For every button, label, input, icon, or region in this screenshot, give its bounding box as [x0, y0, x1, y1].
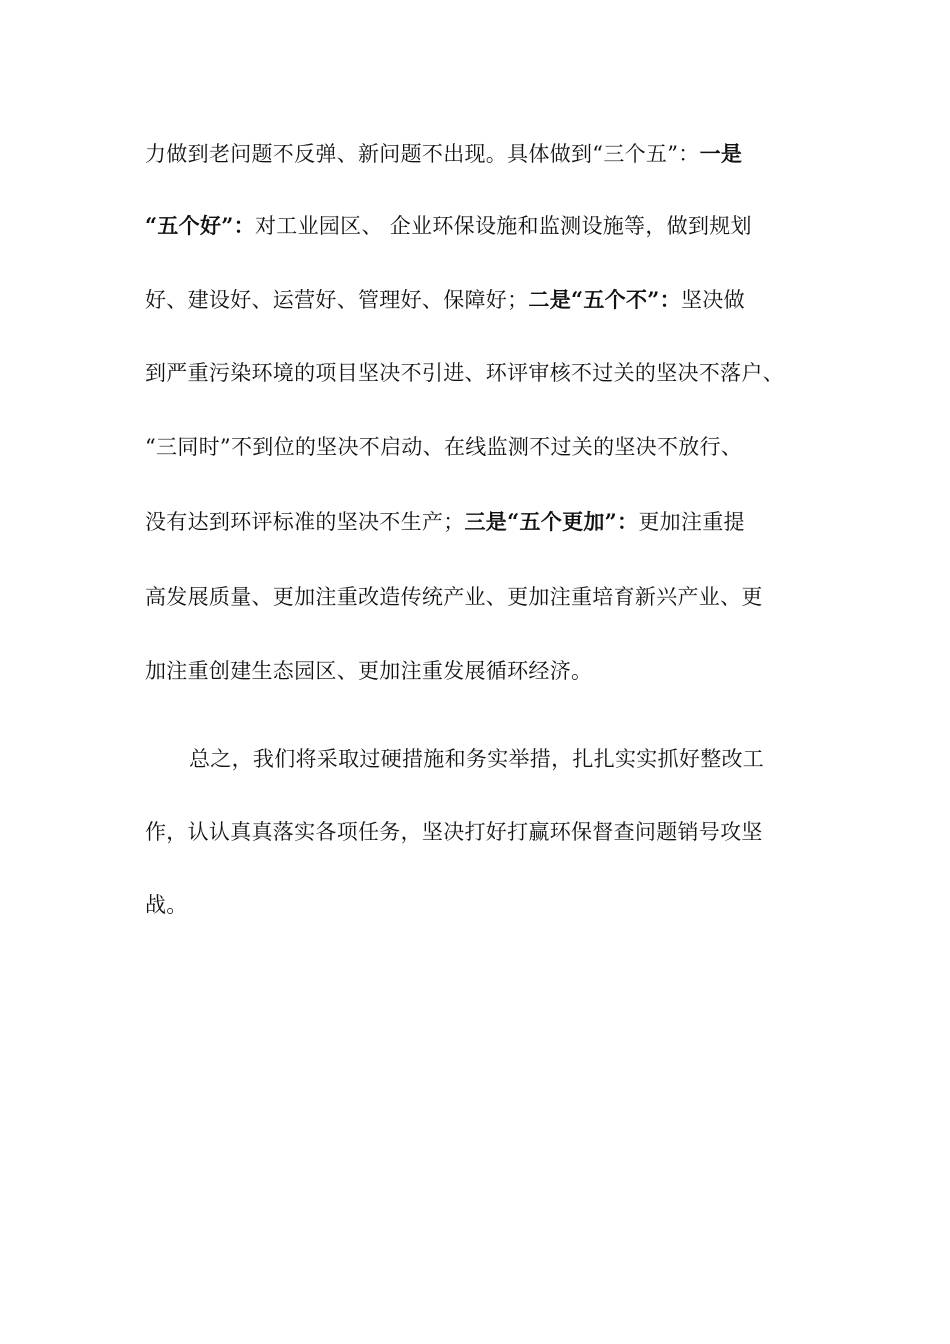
bold-text-segment: “五个好”：: [145, 213, 255, 238]
bold-text-segment: 二是“五个不”：: [528, 287, 681, 312]
text-segment: 更加注重提: [638, 510, 745, 534]
text-line: 战。: [145, 893, 188, 917]
text-line: [145, 211, 825, 241]
text-line: 加注重创建生态园区、更加注重发展循环经济。: [145, 659, 593, 683]
text-line: 作，认认真真落实各项任务，坚决打好打赢环保督查问题销号攻坚: [145, 820, 763, 844]
text-line: [145, 139, 825, 169]
text-line: 到严重污染环境的项目坚决不引进、环评审核不过关的坚决不落户、: [145, 361, 784, 385]
text-line: 总之，我们将采取过硬措施和务实举措，扎扎实实抓好整改工: [189, 747, 765, 771]
text-segment: 力做到老问题不反弹、新问题不出现。具体做到“三个五”：: [145, 142, 700, 166]
text-segment: 坚决做: [680, 288, 745, 312]
text-line: “三同时”不到位的坚决不启动、在线监测不过关的坚决不放行、: [145, 435, 743, 459]
text-segment: 对工业园区、 企业环保设施和监测设施等，做到规划: [254, 214, 752, 238]
text-line: 高发展质量、更加注重改造传统产业、更加注重培育新兴产业、更: [145, 585, 763, 609]
text-segment: 没有达到环评标准的坚决不生产；: [145, 510, 465, 534]
bold-text-segment: 一是: [699, 141, 743, 166]
text-line: [145, 507, 825, 537]
text-line: [145, 285, 825, 315]
text-segment: 好、建设好、运营好、管理好、保障好；: [145, 288, 529, 312]
bold-text-segment: 三是“五个更加”：: [464, 509, 639, 534]
